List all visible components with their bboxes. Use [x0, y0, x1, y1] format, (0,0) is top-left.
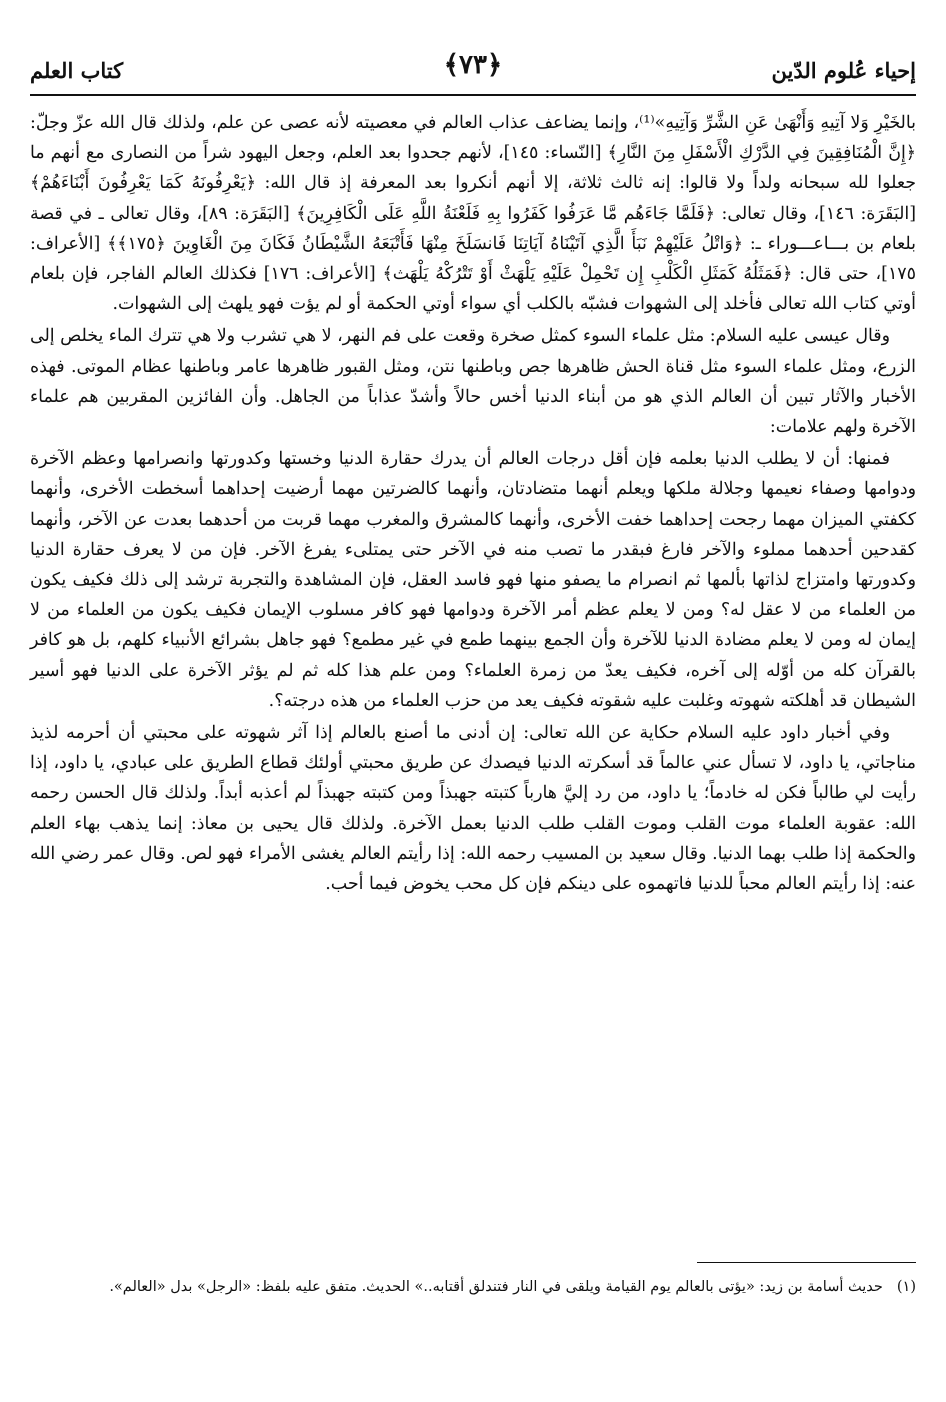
- paragraph-2: وقال عيسى عليه السلام: مثل علماء السوء كمثل صخرة وقعت على فم النهر، لا هي تشرب ولا هي تترك الماء يخلص إلى الزرع، ومثل علماء السوء مثل قناة الحش ظاهرها جص وباطنها نتن، ومثل القبور ظاهرها عامر وباطنها عظام الموتى. فهذه الأخبار والآثار تبين أن العالم الذي هو من أبناء الدنيا أخس حالاً وأشدّ عذاباً من الجاهل. وأن الفائزين المقربين هم علماء الآخرة ولهم علامات:: [30, 326, 916, 438]
- footnote-number: (١): [896, 1279, 916, 1295]
- book-title: إحياء عُلوم الدّين: [771, 58, 916, 83]
- paragraph-1: بالخَيْرِ وَلا آتِيهِ وَأَنْهَىٰ عَنِ الشَّرِّ وَآتِيهِ»⁽¹⁾، وإنما يضاعف عذاب العالم في معصيته لأنه عصى عن علم، ولذلك قال الله عزّ وجلّ: ﴿إِنَّ الْمُنَافِقِينَ فِي الدَّرْكِ الْأَسْفَلِ مِنَ النَّارِ﴾ [النّساء: ١٤٥]، لأنهم جحدوا بعد العلم، وجعل اليهود شراً من النصارى مع أنهم ما جعلوا لله سبحانه ولداً ولا قالوا: إنه ثالث ثلاثة، إلا أنهم أنكروا بعد المعرفة إذ قال الله: ﴿يَعْرِفُونَهُ كَمَا يَعْرِفُونَ أَبْنَاءَهُمْ﴾ [البَقَرَة: ١٤٦]، وقال تعالى: ﴿فَلَمَّا جَاءَهُم مَّا عَرَفُوا كَفَرُوا بِهِ فَلَعْنَةُ اللَّهِ عَلَى الْكَافِرِينَ﴾ [البَقَرَة: ٨٩]، وقال تعالى ـ في قصة بلعام بن بـــاعـــوراء ـ: ﴿وَاتْلُ عَلَيْهِمْ نَبَأَ الَّذِي آتَيْنَاهُ آيَاتِنَا فَانسَلَخَ مِنْهَا فَأَتْبَعَهُ الشَّيْطَانُ فَكَانَ مِنَ الْغَاوِينَ ﴿١٧٥﴾﴾ [الأعراف: ١٧٥]، حتى قال: ﴿فَمَثَلُهُ كَمَثَلِ الْكَلْبِ إِن تَحْمِلْ عَلَيْهِ يَلْهَثْ أَوْ تَتْرُكْهُ يَلْهَث﴾ [الأعراف: ١٧٦] فكذلك العالم الفاجر، فإن بلعام أوتي كتاب الله تعالى فأخلد إلى الشهوات فشبّه بالكلب أي سواء أوتي الحكمة أو لم يؤت فهو يلهث إلى الشهوات.: [30, 113, 916, 315]
- footnote-divider: [697, 1262, 916, 1263]
- footnote-text: حديث أسامة بن زيد: «يؤتى بالعالم يوم القيامة ويلقى في النار فتندلق أقتابه..» الحديث. متفق عليه بلفظ: «الرجل» بدل «العالم».: [109, 1279, 883, 1295]
- paragraph-4: وفي أخبار داود عليه السلام حكاية عن الله تعالى: إن أدنى ما أصنع بالعالم إذا آثر شهوته على محبتي أن أحرمه لذيذ مناجاتي، يا داود، لا تسأل عني عالماً قد أسكرته الدنيا فيصدك عن طريق محبتي أولئك قطاع الطريق على عبادي، يا داود، إذا رأيت لي طالباً فكن له خادماً؛ يا داود، من رد إليَّ هارباً كتبته جهبذاً ومن كتبته جهبذاً لم أعذبه أبداً. ولذلك قال الحسن رحمه الله: عقوبة العلماء موت القلب وموت القلب طلب الدنيا بعمل الآخرة. ولذلك قال يحيى بن معاذ: إنما يذهب بهاء العلم والحكمة إذا طلب بهما الدنيا. وقال سعيد بن المسيب رحمه الله: إذا رأيتم العالم يغشى الأمراء فهو لص. وقال عمر رضي الله عنه: إذا رأيتم العالم محباً للدنيا فاتهموه على دينكم فإن كل محب يخوض فيما أحب.: [30, 723, 916, 895]
- page-number: ﴿٧٣﴾: [443, 50, 503, 80]
- footnote: [30, 1274, 916, 1301]
- main-text: [30, 108, 916, 901]
- header-divider: [30, 94, 916, 96]
- page-header: [30, 50, 916, 96]
- chapter-title: كتاب العلم: [30, 58, 124, 83]
- paragraph-3: فمنها: أن لا يطلب الدنيا بعلمه فإن أقل درجات العالم أن يدرك حقارة الدنيا وخستها وكدورتها وانصرامها وعظم الآخرة ودوامها وصفاء نعيمها وجلالة ملكها ويعلم أنهما متضادتان، وأنهما كالضرتين مهما أرضيت إحداهما أسخطت الأخرى، وأنهما ككفتي الميزان مهما رجحت إحداهما خفت الأخرى، وأنهما كالمشرق والمغرب مهما قربت من أحدهما بعدت عن الآخر، وأنهما كقدحين أحدهما مملوء والآخر فارغ فبقدر ما تصب منه في الآخر حتى يمتلىء يفرغ الآخر. فإن من لا يعرف حقارة الدنيا وكدورتها وامتزاج لذاتها بألمها ثم انصرام ما يصفو منها فهو فاسد العقل، فإن المشاهدة والتجربة ترشد إلى ذلك فكيف يكون من العلماء من لا عقل له؟ ومن لا يعلم عظم أمر الآخرة ودوامها فهو كافر مسلوب الإيمان فكيف يكون من العلماء من لا إيمان له ومن لا يعلم مضادة الدنيا للآخرة وأن الجمع بينهما طمع في غير مطمع؟ فهو جاهل بشرائع الأنبياء كلهم، بل هو كافر بالقرآن كله من أوّله إلى آخره، فكيف يعدّ من زمرة العلماء؟ ومن علم هذا كله ثم لم يؤثر الآخرة على الدنيا فهو أسير الشيطان قد أهلكته شهوته وغلبت عليه شقوته فكيف يعد من حزب العلماء من هذه درجته؟.: [30, 449, 917, 711]
